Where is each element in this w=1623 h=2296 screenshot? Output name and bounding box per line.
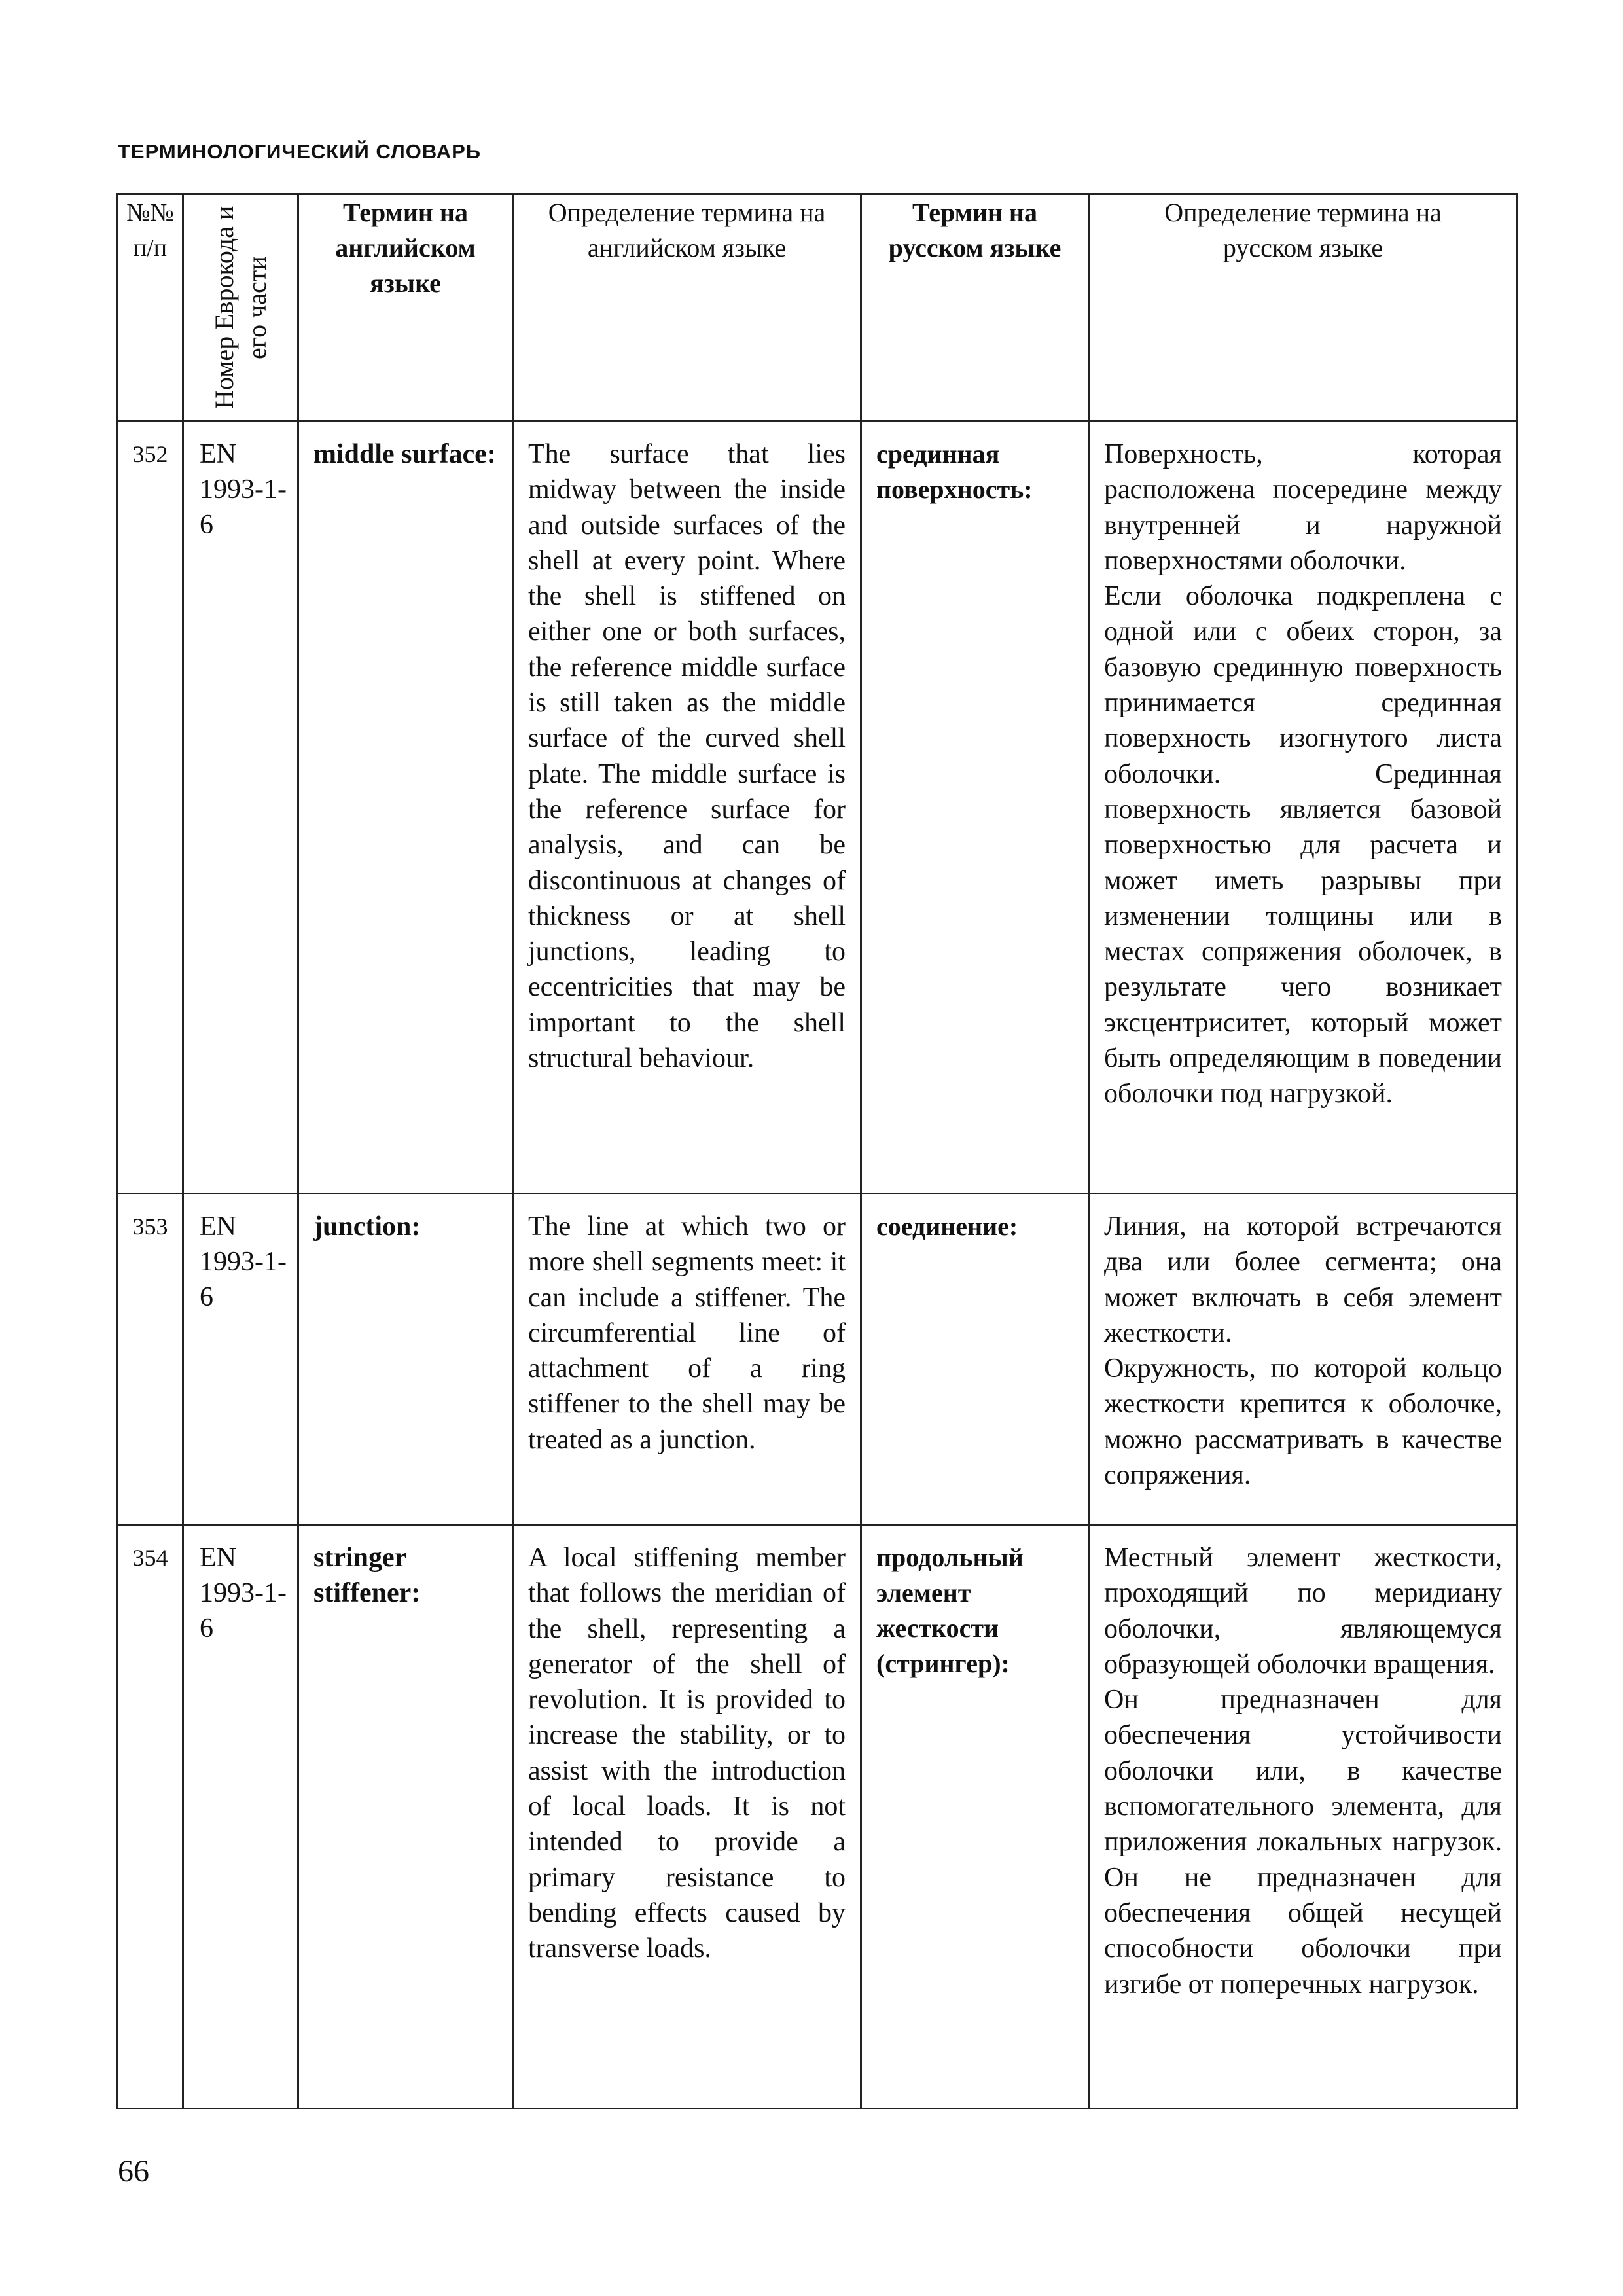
eurocode-ref: EN 1993-1-6 [183, 1194, 298, 1525]
row-number: 352 [118, 422, 183, 1194]
definition-russian [1089, 1194, 1518, 1525]
row-number: 354 [118, 1525, 183, 2109]
definition-russian-para-1: Линия, на которой встречаются два или более сегмента; она может включать в себя элемент жесткости. [1104, 1211, 1502, 1348]
header-num: №№ п/п [118, 194, 183, 422]
definition-russian-para-2: Если оболочка подкреплена с одной или с обеих сторон, за базовую срединную поверхность принимается срединная поверхность изогнутого листа оболочки. Срединная поверхность является базовой поверхностью для расчета и может иметь разрывы при изменении толщины или в местах сопряжения оболочек, в результате чего возникает эксцентриситет, который может быть определяющим в поведении оболочки под нагрузкой. [1104, 581, 1502, 1109]
table-header-row [118, 194, 1518, 422]
row-number: 353 [118, 1194, 183, 1525]
header-eurocode-label: Номер Еврокода и его части [209, 206, 272, 410]
term-russian: соединение: [861, 1194, 1089, 1525]
table-row [118, 422, 1518, 1194]
header-term-en: Термин на английском языке [298, 194, 513, 422]
term-english: stringer stiffener: [298, 1525, 513, 2109]
definition-russian [1089, 1525, 1518, 2109]
header-term-ru: Термин на русском языке [861, 194, 1089, 422]
definition-english: A local stiffening member that follows the meridian of the shell, representing a generator of the shell of revolution. It is provided to increase the stability, or to assist with the introduction of local loads. It is not intended to provide a primary resistance to bending effects caused by transverse loads. [513, 1525, 861, 2109]
header-def-en: Определение термина на английском языке [513, 194, 861, 422]
table-row [118, 1525, 1518, 2109]
definition-russian-para-1: Местный элемент жесткости, проходящий по меридиану оболочки, являющемуся образующей оболочки вращения. [1104, 1543, 1502, 1679]
definition-russian-para-1: Поверхность, которая расположена посередине между внутренней и наружной поверхностями оболочки. [1104, 439, 1502, 576]
term-english: middle surface: [298, 422, 513, 1194]
table-row [118, 1194, 1518, 1525]
definition-russian-para-2: Окружность, по которой кольцо жесткости крепится к оболочке, можно рассматривать в качестве сопряжения. [1104, 1354, 1502, 1491]
definition-russian [1089, 422, 1518, 1194]
term-russian: срединная поверхность: [861, 422, 1089, 1194]
term-russian: продольный элемент жесткости (стрингер): [861, 1525, 1089, 2109]
glossary-table [116, 193, 1518, 2109]
running-head: ТЕРМИНОЛОГИЧЕСКИЙ СЛОВАРЬ [118, 140, 482, 163]
term-english: junction: [298, 1194, 513, 1525]
header-eurocode [183, 194, 298, 422]
definition-english: The line at which two or more shell segments meet: it can include a stiffener. The circumferential line of attachment of a ring stiffener to the shell may be treated as a junction. [513, 1194, 861, 1525]
page-number: 66 [118, 2154, 149, 2189]
definition-english: The surface that lies midway between the inside and outside surfaces of the shell at every point. Where the shell is stiffened on either one or both surfaces, the reference middle surface is still taken as the middle surface of the curved shell plate. The middle surface is the reference surface for analysis, and can be discontinuous at changes of thickness or at shell junctions, leading to eccentricities that may be important to the shell structural behaviour. [513, 422, 861, 1194]
definition-russian-para-2: Он предназначен для обеспечения устойчивости оболочки или, в качестве вспомогательного элемента, для приложения локальных нагрузок. Он не предназначен для обеспечения общей несущей способности оболочки при изгибе от поперечных нагрузок. [1104, 1685, 1502, 2000]
eurocode-ref: EN 1993-1-6 [183, 422, 298, 1194]
eurocode-ref: EN 1993-1-6 [183, 1525, 298, 2109]
header-def-ru: Определение термина на русском языке [1089, 194, 1518, 422]
